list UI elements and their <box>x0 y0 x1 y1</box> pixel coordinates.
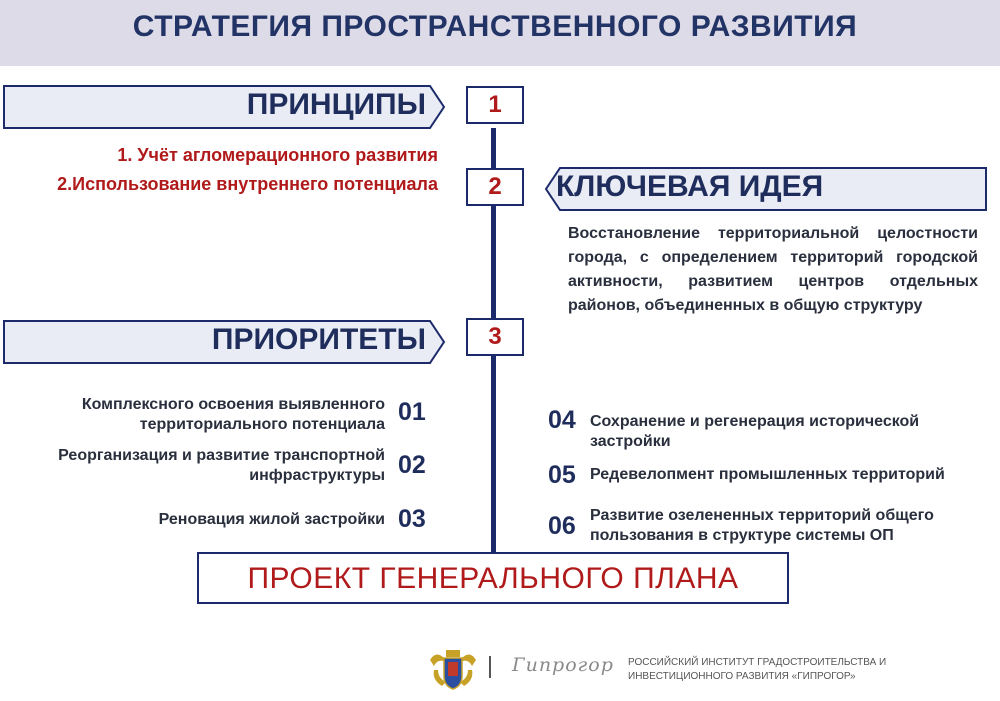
principles-title: ПРИНЦИПЫ <box>246 88 426 121</box>
project-title: ПРОЕКТ ГЕНЕРАЛЬНОГО ПЛАНА <box>247 562 739 595</box>
priority-item-text: Комплексного освоения выявленного территориального потенциала <box>81 396 385 433</box>
priority-item-text: Реорганизация и развитие транспортной инфраструктуры <box>58 447 385 484</box>
priority-item-text: Развитие озелененных территорий общего пользования в структуре системы ОП <box>590 507 934 544</box>
priority-item-number: 04 <box>548 406 576 434</box>
key-idea-text: Восстановление территориальной целостности города, с определением территорий городской активности, развитием центров отдельных районов, объединенных в общую структуру <box>568 225 978 314</box>
priority-item-number: 02 <box>398 451 426 479</box>
step-number-1: 1 <box>466 86 524 124</box>
organization-name: РОССИЙСКИЙ ИНСТИТУТ ГРАДОСТРОИТЕЛЬСТВА И ИНВЕСТИЦИОННОГО РАЗВИТИЯ «ГИПРОГОР» <box>628 657 887 682</box>
key-idea-title: КЛЮЧЕВАЯ ИДЕЯ <box>556 170 824 203</box>
giprogor-logo: Гипрогор <box>512 654 614 676</box>
priority-item-text: Реновация жилой застройки <box>158 511 385 528</box>
coat-of-arms-icon <box>428 648 478 690</box>
priority-item-text: Редевелопмент промышленных территорий <box>590 466 945 483</box>
principle-item: 2.Использование внутреннего потенциала <box>57 174 438 194</box>
priority-item-number: 05 <box>548 461 576 489</box>
priority-item-number: 06 <box>548 512 576 540</box>
project-box <box>197 552 789 604</box>
priority-item-number: 01 <box>398 398 426 426</box>
principle-item: 1. Учёт агломерационного развития <box>117 145 438 165</box>
step-number-2: 2 <box>466 168 524 206</box>
footer-divider <box>489 656 491 678</box>
priorities-title: ПРИОРИТЕТЫ <box>211 323 426 356</box>
priority-item-text: Сохранение и регенерация исторической застройки <box>590 413 920 450</box>
page-title: СТРАТЕГИЯ ПРОСТРАНСТВЕННОГО РАЗВИТИЯ <box>132 10 858 43</box>
step-number-3: 3 <box>466 318 524 356</box>
priority-item-number: 03 <box>398 505 426 533</box>
